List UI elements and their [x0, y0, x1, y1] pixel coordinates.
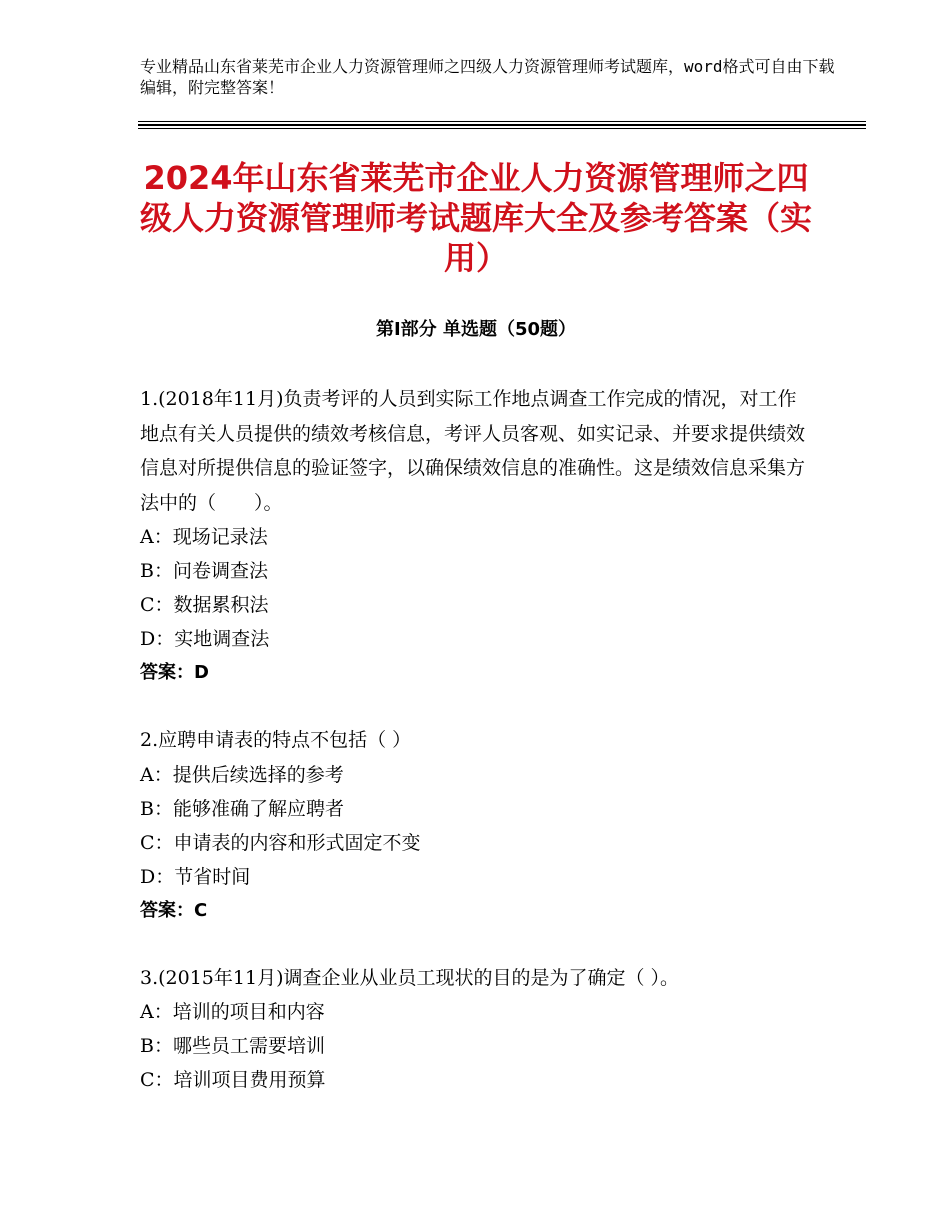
option-a: A：培训的项目和内容 — [140, 1001, 325, 1023]
question-stem: 2.应聘申请表的特点不包括（ ） — [140, 729, 412, 751]
option-a: A：现场记录法 — [140, 526, 268, 548]
answer: 答案：D — [140, 662, 209, 683]
question-stem: 3.(2015年11月)调查企业从业员工现状的目的是为了确定（ ）。 — [140, 966, 680, 989]
header-rule — [138, 128, 866, 129]
option-a: A：提供后续选择的参考 — [140, 763, 344, 786]
option-c: C：数据累积法 — [140, 594, 269, 616]
option-d: D：实地调查法 — [140, 628, 270, 650]
document-title: 2024年山东省莱芜市企业人力资源管理师之四级人力资源管理师考试题库大全及参考答案（实用） — [140, 159, 813, 277]
answer: 答案：C — [140, 899, 208, 921]
section-title: 第Ⅰ部分 单选题（50题） — [375, 319, 576, 340]
question-item — [140, 961, 812, 1098]
header-divider — [138, 121, 866, 131]
option-b: B：能够准确了解应聘者 — [140, 797, 344, 820]
header-rule — [138, 121, 866, 122]
question-list — [140, 382, 812, 1130]
option-d: D：节省时间 — [140, 865, 251, 888]
option-b: B：问卷调查法 — [140, 560, 268, 582]
option-c: C：申请表的内容和形式固定不变 — [140, 831, 421, 854]
option-c: C：培训项目费用预算 — [140, 1069, 326, 1091]
header-note: 专业精品山东省莱芜市企业人力资源管理师之四级人力资源管理师考试题库，word格式可自由下载编辑，附完整答案！ — [140, 57, 835, 97]
question-item — [140, 382, 812, 690]
question-item — [140, 723, 812, 928]
header-rule — [138, 124, 866, 126]
option-b: B：哪些员工需要培训 — [140, 1035, 325, 1057]
question-stem: 1.(2018年11月)负责考评的人员到实际工作地点调查工作完成的情况，对工作地点有关人员提供的绩效考核信息，考评人员客观、如实记录、并要求提供绩效信息对所提供信息的验证签字，以确保绩效信息的准确性。这是绩效信息采集方法中的（ ）。 — [140, 388, 806, 514]
